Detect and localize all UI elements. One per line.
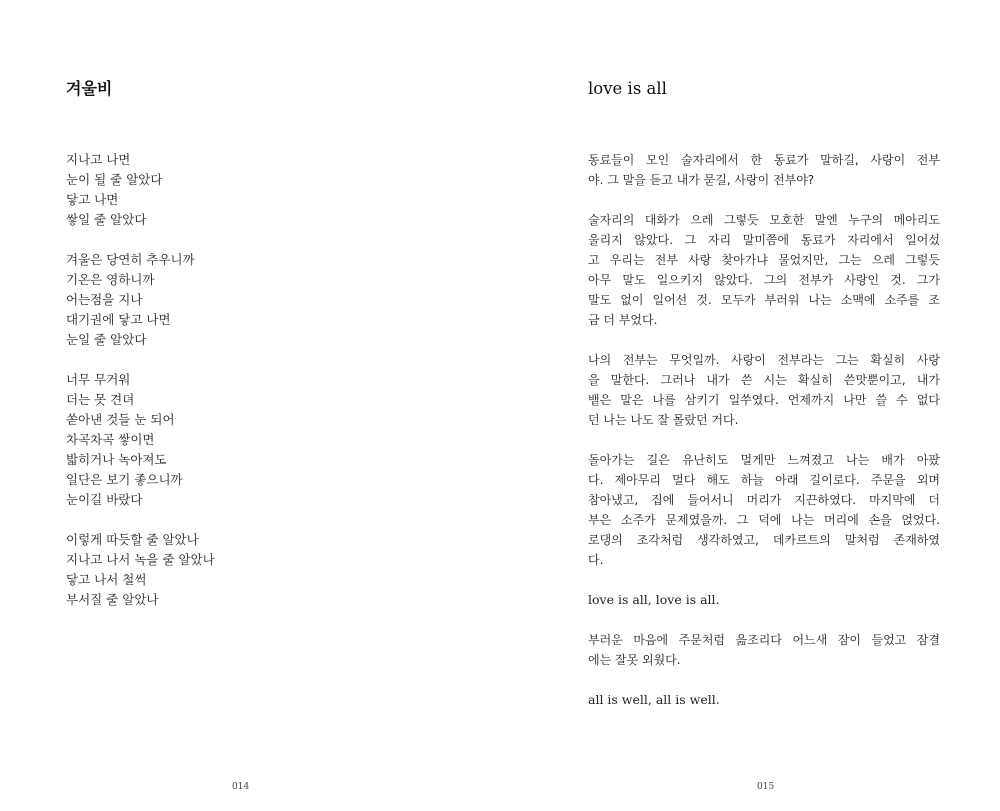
essay-line: 다. 제아무리 멀다 해도 하늘 아래 길이로다. 주문을 외며 bbox=[588, 473, 940, 487]
essay-line: 돌아가는 길은 유난히도 멀게만 느껴졌고 나는 배가 아팠 bbox=[588, 453, 940, 467]
poem-line: 이렇게 따듯할 줄 알았나 bbox=[66, 532, 199, 547]
poem-line: 지나고 나서 녹을 줄 알았나 bbox=[66, 552, 215, 567]
poem-line: 기온은 영하니까 bbox=[66, 272, 155, 287]
essay-line: 에는 잘못 외웠다. bbox=[588, 653, 681, 667]
poem-line: 부서질 줄 알았나 bbox=[66, 592, 159, 607]
poem-line: 닿고 나면 bbox=[66, 192, 119, 207]
poem-line: 어는점을 지나 bbox=[66, 292, 143, 307]
essay-line: 부은 소주가 문제였을까. 그 덕에 나는 머리에 손을 얹었다. bbox=[588, 513, 940, 527]
poem-line: 겨울은 당연히 추우니까 bbox=[66, 252, 195, 267]
poem-line: 너무 무거워 bbox=[66, 372, 131, 387]
essay-line: 뱉은 말은 나를 삼키기 일쑤였다. 언제까지 나만 쓸 수 없다 bbox=[588, 393, 940, 407]
right-page bbox=[500, 0, 1000, 811]
poem-line: 더는 못 견뎌 bbox=[66, 392, 135, 407]
essay-line: 금 더 부었다. bbox=[588, 313, 658, 327]
essay-line: love is all, love is all. bbox=[588, 592, 720, 607]
poem-line: 지나고 나면 bbox=[66, 152, 131, 167]
essay-line: 로댕의 조각처럼 생각하였고, 데카르트의 말처럼 존재하였 bbox=[588, 533, 940, 547]
essay-line: 던 나는 나도 잘 몰랐던 거다. bbox=[588, 413, 739, 427]
essay-line: 고 우리는 전부 사랑 찾아가냐 물었지만, 그는 으레 그렇듯 bbox=[588, 253, 940, 267]
page-number-left: 014 bbox=[232, 782, 250, 792]
poem-line: 눈일 줄 알았다 bbox=[66, 332, 147, 347]
poem-line: 쌓일 줄 알았다 bbox=[66, 212, 147, 227]
poem-body bbox=[66, 150, 466, 630]
essay-line: 부러운 마음에 주문처럼 읊조리다 어느새 잠이 들었고 잠결 bbox=[588, 633, 940, 647]
poem-line: 차곡차곡 쌓이면 bbox=[66, 432, 155, 447]
poem-stanza bbox=[66, 370, 466, 510]
essay-paragraph bbox=[588, 150, 940, 190]
essay-line: 말도 없이 일어선 것. 모두가 부러워 나는 소맥에 소주를 조 bbox=[588, 293, 940, 307]
essay-line: 야. 그 말을 듣고 내가 묻길, 사랑이 전부야? bbox=[588, 173, 815, 187]
poem-stanza bbox=[66, 530, 466, 610]
essay-line: 나의 전부는 무엇일까. 사랑이 전부라는 그는 확실히 사랑 bbox=[588, 353, 940, 367]
essay-title: love is all bbox=[588, 79, 667, 98]
poem-line: 대기권에 닿고 나면 bbox=[66, 312, 171, 327]
essay-line: 동료들이 모인 술자리에서 한 동료가 말하길, 사랑이 전부 bbox=[588, 153, 940, 167]
essay-paragraph bbox=[588, 630, 940, 670]
essay-line: 울리지 않았다. 그 자리 말미쯤에 동료가 자리에서 일어섰 bbox=[588, 233, 940, 247]
essay-paragraph bbox=[588, 210, 940, 330]
poem-stanza bbox=[66, 250, 466, 350]
poem-line: 닿고 나서 철썩 bbox=[66, 572, 147, 587]
poem-stanza bbox=[66, 150, 466, 230]
poem-line: 눈이길 바랐다 bbox=[66, 492, 143, 507]
essay-line: all is well, all is well. bbox=[588, 692, 720, 707]
essay-line: 다. bbox=[588, 553, 604, 567]
poem-line: 눈이 될 줄 알았다 bbox=[66, 172, 163, 187]
essay-paragraph bbox=[588, 690, 940, 710]
essay-paragraph bbox=[588, 590, 940, 610]
essay-line: 참아냈고, 집에 들어서니 머리가 지끈하였다. 마지막에 더 bbox=[588, 493, 940, 507]
essay-body bbox=[588, 150, 940, 730]
essay-line: 아무 말도 일으키지 않았다. 그의 전부가 사랑인 것. 그가 bbox=[588, 273, 940, 287]
poem-line: 쏟아낸 것들 눈 되어 bbox=[66, 412, 175, 427]
essay-paragraph bbox=[588, 450, 940, 570]
poem-line: 일단은 보기 좋으니까 bbox=[66, 472, 183, 487]
poem-line: 밟히거나 녹아져도 bbox=[66, 452, 167, 467]
page-number-right: 015 bbox=[757, 782, 775, 792]
essay-paragraph bbox=[588, 350, 940, 430]
essay-line: 을 말한다. 그러나 내가 쓴 시는 확실히 쓴맛뿐이고, 내가 bbox=[588, 373, 940, 387]
poem-title: 겨울비 bbox=[66, 79, 113, 98]
essay-line: 술자리의 대화가 으레 그렇듯 모호한 말엔 누구의 메아리도 bbox=[588, 213, 940, 227]
